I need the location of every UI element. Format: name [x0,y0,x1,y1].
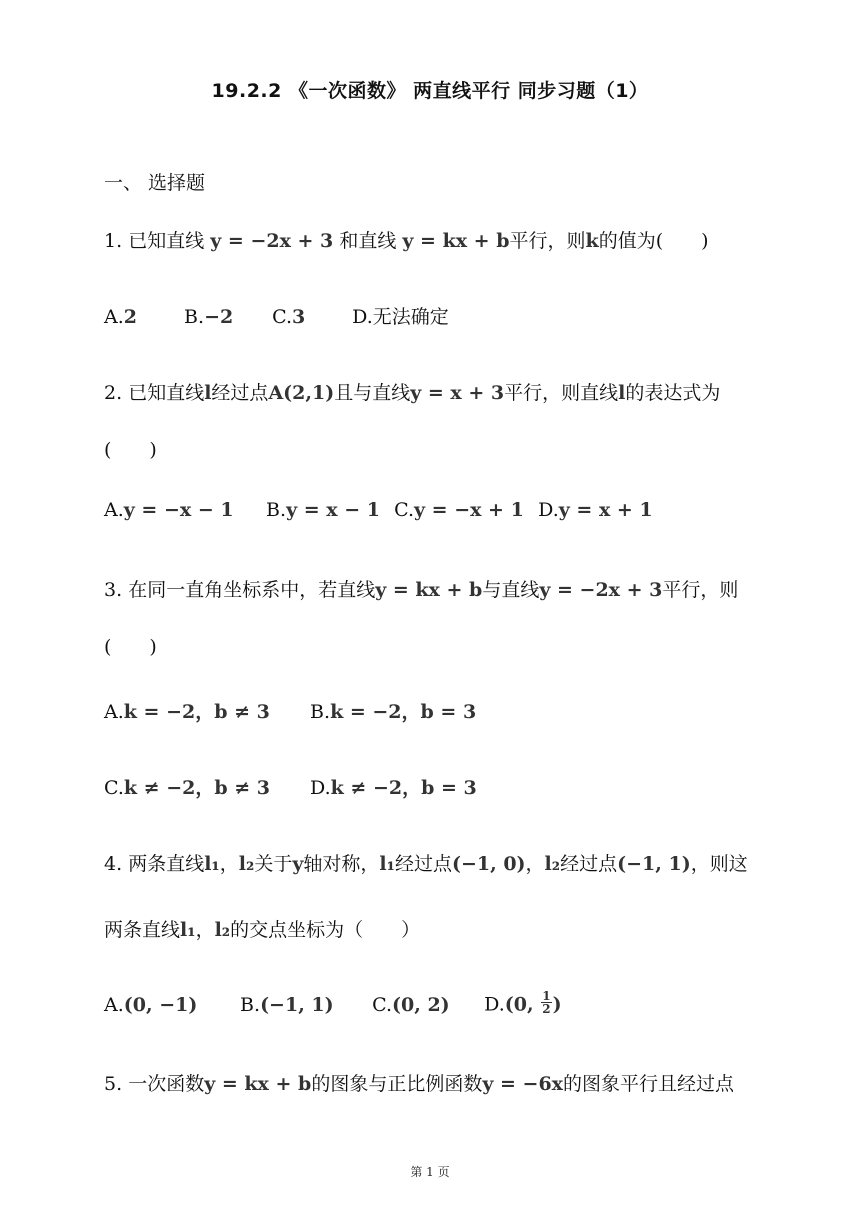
math-expression: l₂ [544,853,561,875]
math-expression: l [204,382,212,404]
question-text: 已知直线 [128,382,205,404]
section-heading: 一、 选择题 [104,172,206,194]
option-b: B.(−1, 1) [240,993,334,1016]
question-text: 与直线 [482,579,540,601]
option-d: D.y = x + 1 [538,499,653,521]
question-3-options-row-1 [104,697,476,724]
question-text: 两条直线 [104,919,181,941]
option-a: A.k = −2，b ≠ 3 [104,701,270,723]
question-text: 且与直线 [334,382,411,404]
question-text: 已知直线 [128,230,205,252]
question-text: 的图象与正比例函数 [311,1073,483,1095]
question-1 [104,226,709,253]
question-text: ，则这 [690,853,748,875]
question-text: 平行，则直线 [504,382,619,404]
question-text: 的图象平行且经过点 [563,1073,735,1095]
question-text: 和直线 [339,230,397,252]
math-expression: y = −2x + 3 [210,230,334,252]
math-expression: l₁ [379,853,395,875]
option-b: B.k = −2，b = 3 [310,701,477,723]
option-d: D.(0, $\frac{1}{2}$ ) [484,989,562,1016]
question-text: 两条直线 [128,853,205,875]
question-number: 2. [104,382,123,404]
question-number: 1. [104,230,123,252]
math-expression: y = −2x + 3 [539,579,663,601]
math-expression: y = kx + b [204,1073,312,1095]
option-c: C.3 [272,306,306,328]
option-a: A.y = −x − 1 [104,499,234,521]
math-expression: (−1, 0) [451,853,526,875]
question-number: 3. [104,579,123,601]
option-c: C.k ≠ −2，b ≠ 3 [104,777,271,799]
question-text: 一次函数 [128,1073,205,1095]
question-text: 轴对称， [303,853,380,875]
option-c: C.y = −x + 1 [394,499,524,521]
question-text: 的表达式为 [625,382,721,404]
math-expression: y = −6x [482,1073,564,1095]
question-text: ， [525,853,545,875]
question-text: 的交点坐标为（ ） [230,919,421,941]
math-expression: A(2,1) [268,382,335,404]
question-2 [104,378,720,405]
question-text: 关于 [254,853,293,875]
math-expression: l₁ [204,853,220,875]
option-d: D.无法确定 [352,306,449,328]
question-number: 5. [104,1073,123,1095]
option-a: A.2 [104,306,137,328]
question-text: 平行，则 [662,579,739,601]
question-1-options [104,302,449,329]
question-number: 4. [104,853,123,875]
question-4-continued [104,915,420,942]
math-expression: y = x + 3 [410,382,505,404]
question-5 [104,1069,734,1096]
question-4-options [104,989,562,1018]
option-a: A.(0, −1) [104,993,198,1016]
question-3 [104,575,738,602]
fraction: $\frac{1}{2}$ [542,989,551,1016]
math-expression: l₂ [238,853,255,875]
math-expression: k [585,230,599,252]
option-d: D.k ≠ −2，b = 3 [310,777,477,799]
question-text: 的值为( ) [598,230,709,252]
option-b: B.y = x − 1 [266,499,380,521]
question-text: ， [195,919,215,941]
question-2-options [104,499,653,521]
question-text: 平行，则 [509,230,586,252]
math-expression: l₁ [180,919,196,941]
math-expression: y [292,853,304,875]
answer-blank: ( ) [104,636,157,658]
question-text: ， [219,853,239,875]
page-title: 19.2.2 《一次函数》 两直线平行 同步习题（1） [211,80,649,102]
option-c: C.(0, 2) [372,993,450,1016]
question-text: 在同一直角坐标系中，若直线 [128,579,376,601]
math-expression: (−1, 1) [617,853,691,875]
question-3-options-row-2 [104,773,477,800]
math-expression: l [618,382,626,404]
math-expression: l₂ [214,919,231,941]
math-expression: y = kx + b [402,230,510,252]
answer-blank: ( ) [104,439,157,461]
question-text: 经过点 [560,853,618,875]
question-4 [104,849,748,876]
question-text: 经过点 [394,853,452,875]
question-text: 经过点 [211,382,269,404]
option-b: B.−2 [184,306,234,328]
math-expression: y = kx + b [375,579,483,601]
page-number: 第 1 页 [410,1165,450,1179]
